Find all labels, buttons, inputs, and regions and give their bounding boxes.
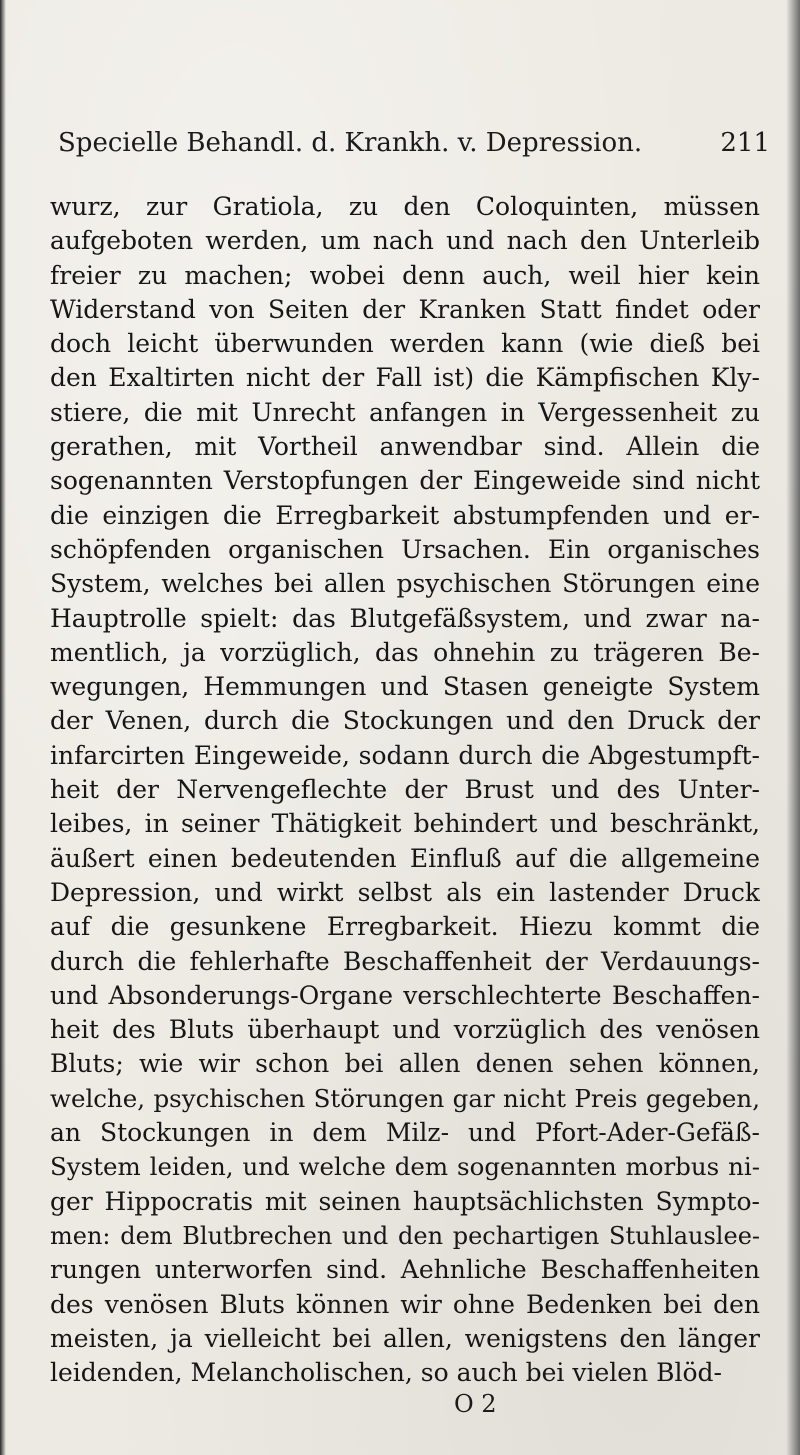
text-line: sogenannten Verstopfungen der Eingeweide sind nicht — [50, 466, 760, 496]
text-line: heit der Nervengeflechte der Brust und des Unter- — [50, 775, 760, 805]
text-line: Depression, und wirkt selbst als ein lastender Druck — [50, 877, 760, 907]
text-line: freier zu machen; wobei denn auch, weil hier kein — [50, 260, 760, 290]
text-line: leidenden, Melancholischen, so auch bei vielen Blöd- — [50, 1358, 722, 1388]
page-number: 211 — [720, 128, 770, 158]
text-line: wegungen, Hemmungen und Stasen geneigte System — [50, 672, 760, 702]
text-line: System leiden, und welche dem sogenannten morbus ni- — [50, 1152, 760, 1182]
text-line: infarcirten Eingeweide, sodann durch die Abgestumpft- — [50, 740, 760, 770]
text-line: aufgeboten werden, um nach und nach den Unterleib — [50, 226, 760, 256]
text-line: wurz, zur Gratiola, zu den Coloquinten, müssen — [50, 192, 760, 221]
text-line: auf die gesunkene Erregbarkeit. Hiezu kommt die — [50, 912, 760, 942]
text-line: ger Hippocratis mit seinen hauptsächlichsten Sympto- — [50, 1186, 760, 1216]
text-line: Bluts; wie wir schon bei allen denen sehen können, — [50, 1049, 760, 1079]
text-line: leibes, in seiner Thätigkeit behindert und beschränkt, — [50, 809, 760, 839]
text-line: die einzigen die Erregbarkeit abstumpfenden und er- — [50, 500, 760, 530]
text-line: heit des Bluts überhaupt und vorzüglich des venösen — [50, 1015, 760, 1045]
running-title: Specielle Behandl. d. Krankh. v. Depression. — [58, 128, 643, 158]
signature-mark: O 2 — [454, 1390, 497, 1418]
text-line: meisten, ja vielleicht bei allen, wenigstens den länger — [50, 1323, 760, 1353]
text-line: men: dem Blutbrechen und den pechartigen Stuhlauslee- — [50, 1221, 760, 1250]
text-line: an Stockungen in dem Milz- und Pfort-Ader-Gefäß- — [50, 1118, 760, 1148]
text-line: rungen unterworfen sind. Aehnliche Beschaffenheiten — [50, 1255, 760, 1285]
text-line: System, welches bei allen psychischen Störungen eine — [50, 569, 760, 599]
text-line: doch leicht überwunden werden kann (wie dieß bei — [50, 329, 760, 359]
page-gutter-shadow — [0, 0, 6, 1455]
page-edge-shadow — [786, 0, 800, 1455]
text-line: des venösen Bluts können wir ohne Bedenken bei den — [50, 1289, 760, 1319]
text-line: und Absonderungs-Organe verschlechterte Beschaffen- — [50, 980, 760, 1010]
running-header — [58, 128, 770, 168]
text-line: Hauptrolle spielt: das Blutgefäßsystem, und zwar na- — [50, 603, 760, 633]
text-line: schöpfenden organischen Ursachen. Ein organisches — [50, 534, 760, 564]
text-line: mentlich, ja vorzüglich, das ohnehin zu trägeren Be- — [50, 637, 760, 667]
text-line: Widerstand von Seiten der Kranken Statt findet oder — [50, 294, 760, 324]
text-line: äußert einen bedeutenden Einfluß auf die allgemeine — [50, 843, 760, 873]
text-line: den Exaltirten nicht der Fall ist) die Kämpfischen Kly- — [50, 363, 760, 393]
text-line: stiere, die mit Unrecht anfangen in Vergessenheit zu — [50, 397, 760, 427]
body-text — [50, 190, 760, 1390]
text-line: gerathen, mit Vortheil anwendbar sind. Allein die — [50, 432, 760, 462]
text-line: durch die fehlerhafte Beschaffenheit der Verdauungs- — [50, 946, 760, 976]
text-line: welche, psychischen Störungen gar nicht Preis gegeben, — [50, 1083, 760, 1113]
text-line: der Venen, durch die Stockungen und den Druck der — [50, 706, 760, 736]
